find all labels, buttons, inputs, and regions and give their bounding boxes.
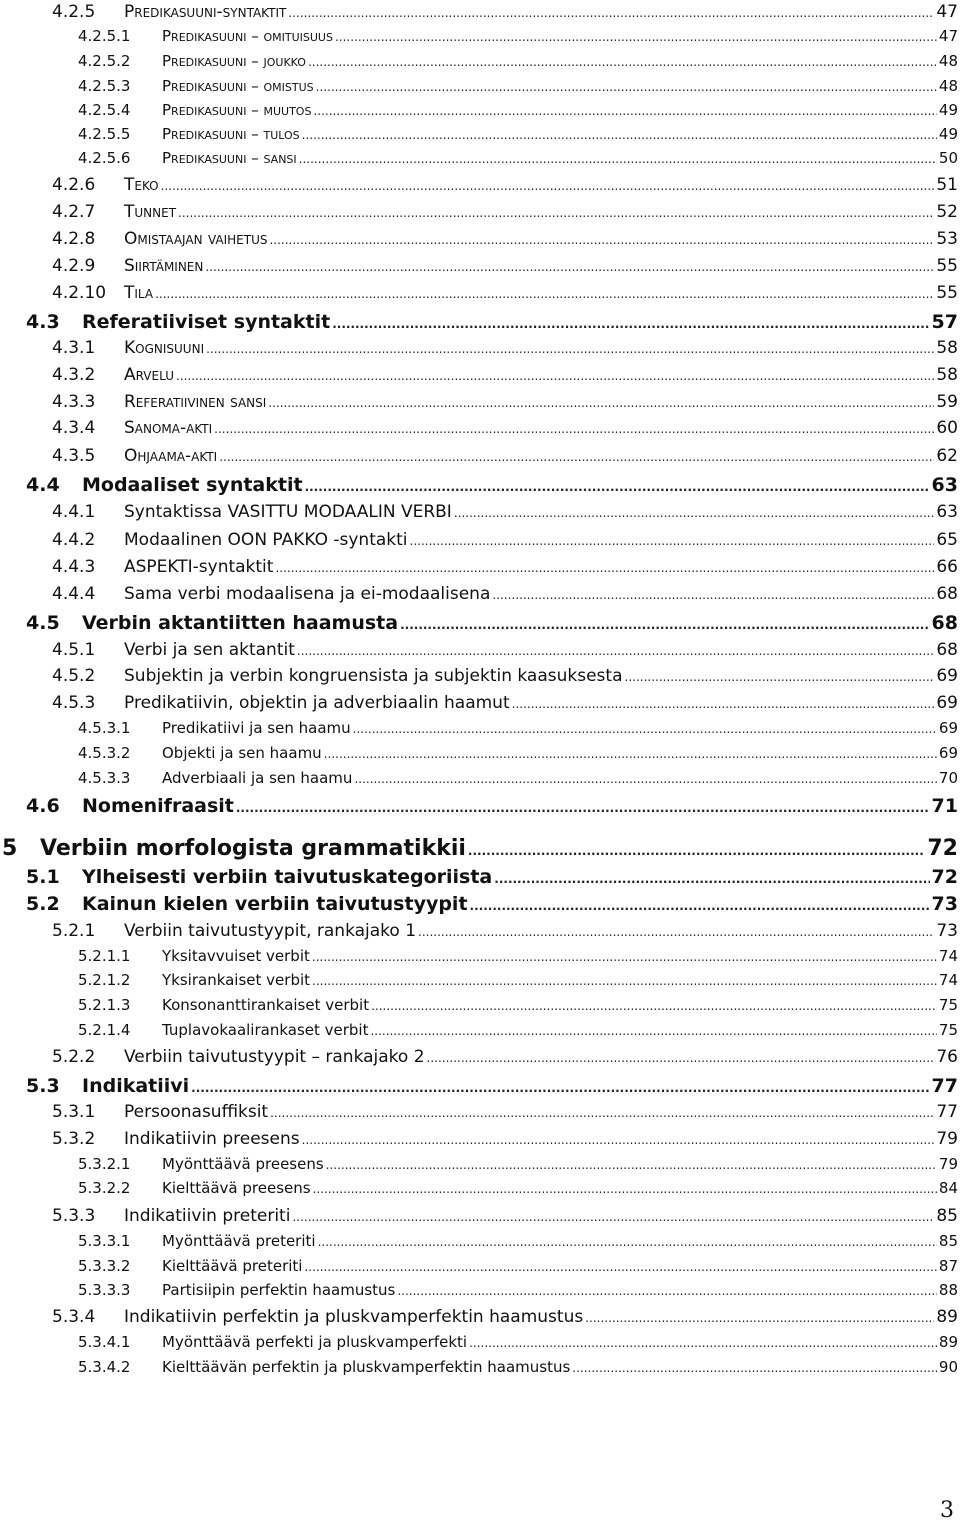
toc-entry-title: Arvelu xyxy=(124,365,174,385)
toc-entry-number: 5.3.1 xyxy=(52,1102,96,1122)
toc-entry-page: 58 xyxy=(936,338,958,358)
toc-entry-title: Kainun kielen verbiin taivutustyypit xyxy=(82,893,468,915)
toc-entry-number: 5.2.2 xyxy=(52,1047,96,1067)
toc-entry[interactable] xyxy=(52,2,958,22)
toc-entry-title: ASPEKTI-syntaktit xyxy=(124,557,274,577)
toc-entry-page: 74 xyxy=(938,947,958,965)
toc-entry[interactable] xyxy=(52,502,958,522)
toc-entry-title: Nomenifraasit xyxy=(82,795,234,817)
toc-entry-number: 4.6 xyxy=(26,795,60,817)
toc-entry-page: 68 xyxy=(936,584,958,604)
toc-entry-title: Yksitavvuiset verbit xyxy=(162,947,310,965)
toc-entry-number: 4.5.3.2 xyxy=(78,744,131,762)
toc-entry-page: 49 xyxy=(938,125,958,143)
toc-leader-dots xyxy=(494,872,929,886)
toc-entry-title: Verbiin taivutustyypit – rankajako 2 xyxy=(124,1047,425,1067)
toc-entry-page: 51 xyxy=(936,175,958,195)
toc-entry-page: 75 xyxy=(938,1021,958,1039)
toc-entry-number: 5.2.1.1 xyxy=(78,947,131,965)
toc-entry-number: 4.4.2 xyxy=(52,530,96,550)
toc-entry-page: 63 xyxy=(936,502,958,522)
toc-leader-dots xyxy=(312,950,937,964)
toc-entry-number: 5.3.3.2 xyxy=(78,1257,131,1275)
toc-entry-title: Myönttäävä preesens xyxy=(162,1155,324,1173)
toc-entry-title: Verbiin morfologista grammatikkii xyxy=(40,836,466,861)
toc-leader-dots xyxy=(305,480,930,494)
toc-entry-page: 85 xyxy=(938,1232,958,1250)
toc-entry-page: 69 xyxy=(936,693,958,713)
toc-entry-page: 88 xyxy=(938,1281,958,1299)
toc-leader-dots xyxy=(454,506,935,520)
toc-entry-page: 76 xyxy=(936,1047,958,1067)
toc-entry[interactable] xyxy=(78,149,958,167)
toc-entry[interactable] xyxy=(52,1307,958,1327)
toc-leader-dots xyxy=(353,722,937,736)
toc-entry-number: 4.4 xyxy=(26,474,60,496)
toc-entry[interactable] xyxy=(52,584,958,604)
toc-entry-page: 69 xyxy=(936,666,958,686)
toc-entry[interactable] xyxy=(26,311,958,333)
toc-leader-dots xyxy=(299,152,937,166)
toc-leader-dots xyxy=(297,644,934,658)
toc-entry-number: 5 xyxy=(2,836,18,861)
toc-entry[interactable] xyxy=(78,1333,958,1351)
toc-entry-number: 4.2.6 xyxy=(52,175,96,195)
toc-leader-dots xyxy=(219,450,934,464)
toc-entry[interactable] xyxy=(52,175,958,195)
toc-entry-title: Referatiivinen sansi xyxy=(124,392,267,412)
toc-entry-number: 4.2.5.2 xyxy=(78,52,131,70)
toc-leader-dots xyxy=(326,1158,937,1172)
toc-leader-dots xyxy=(313,104,936,118)
toc-entry-number: 4.2.5.3 xyxy=(78,77,131,95)
toc-entry-number: 5.3.4.2 xyxy=(78,1358,131,1376)
toc-entry-number: 5.3.4.1 xyxy=(78,1333,131,1351)
toc-entry-page: 70 xyxy=(938,769,958,787)
toc-entry-title: Predikasuuni – muutos xyxy=(162,101,312,119)
toc-entry-title: Kielttäävä preesens xyxy=(162,1179,311,1197)
toc-leader-dots xyxy=(176,369,934,383)
toc-entry[interactable] xyxy=(78,1021,958,1039)
toc-entry-page: 47 xyxy=(936,2,958,22)
toc-entry-number: 4.5.3 xyxy=(52,693,96,713)
page-number: 3 xyxy=(940,1498,954,1523)
toc-entry-page: 72 xyxy=(927,836,958,861)
toc-leader-dots xyxy=(335,30,937,44)
toc-leader-dots xyxy=(512,697,935,711)
toc-entry[interactable] xyxy=(52,418,958,438)
toc-entry[interactable] xyxy=(26,474,958,496)
toc-entry-number: 4.4.4 xyxy=(52,584,96,604)
toc-entry-title: Persoonasuffiksit xyxy=(124,1102,269,1122)
toc-leader-dots xyxy=(324,747,937,761)
toc-entry[interactable] xyxy=(26,612,958,634)
toc-entry-title: Teko xyxy=(124,175,159,195)
toc-entry-title: Kielttäävän perfektin ja pluskvamperfektin haamustus xyxy=(162,1358,571,1376)
toc-entry-title: Indikatiivin preteriti xyxy=(124,1206,291,1226)
toc-entry-page: 84 xyxy=(938,1179,958,1197)
toc-entry[interactable] xyxy=(78,125,958,143)
toc-entry-number: 5.2 xyxy=(26,893,60,915)
toc-leader-dots xyxy=(161,179,935,193)
toc-leader-dots xyxy=(371,999,937,1013)
toc-leader-dots xyxy=(313,1182,937,1196)
toc-entry[interactable] xyxy=(78,947,958,965)
toc-leader-dots xyxy=(302,128,937,142)
toc-entry-number: 4.2.8 xyxy=(52,229,96,249)
toc-entry-title: Verbin aktantiitten haamusta xyxy=(82,612,399,634)
toc-entry-page: 69 xyxy=(938,744,958,762)
toc-entry-number: 5.3.3 xyxy=(52,1206,96,1226)
toc-entry-title: Predikasuuni – tulos xyxy=(162,125,300,143)
toc-entry-title: Syntaktissa VASITTU MODAALIN VERBI xyxy=(124,502,452,522)
toc-entry-title: Adverbiaali ja sen haamu xyxy=(162,769,353,787)
toc-entry-page: 69 xyxy=(938,719,958,737)
toc-entry[interactable] xyxy=(78,1281,958,1299)
toc-entry-page: 66 xyxy=(936,557,958,577)
toc-leader-dots xyxy=(268,396,934,410)
toc-leader-dots xyxy=(205,260,934,274)
toc-entry[interactable] xyxy=(78,1155,958,1173)
toc-entry-number: 4.3.1 xyxy=(52,338,96,358)
toc-entry[interactable] xyxy=(78,1179,958,1197)
toc-entry-number: 5.3 xyxy=(26,1075,60,1097)
toc-leader-dots xyxy=(236,801,930,815)
toc-leader-dots xyxy=(468,844,925,858)
toc-leader-dots xyxy=(292,1210,934,1224)
toc-entry-number: 4.2.5.4 xyxy=(78,101,131,119)
toc-entry-page: 71 xyxy=(931,795,958,817)
toc-entry[interactable] xyxy=(78,1257,958,1275)
toc-leader-dots xyxy=(275,561,934,575)
toc-entry-title: Modaaliset syntaktit xyxy=(82,474,303,496)
toc-leader-dots xyxy=(214,422,934,436)
toc-entry-number: 4.5.1 xyxy=(52,640,96,660)
toc-entry-number: 4.5 xyxy=(26,612,60,634)
toc-entry-page: 60 xyxy=(936,418,958,438)
toc-entry[interactable] xyxy=(52,446,958,466)
toc-entry-title: Ylheisesti verbiin taivutuskategoriista xyxy=(82,866,493,888)
toc-entry-page: 52 xyxy=(936,202,958,222)
toc-entry[interactable] xyxy=(26,1075,958,1097)
toc-leader-dots xyxy=(585,1311,934,1325)
toc-leader-dots xyxy=(400,618,929,632)
toc-entry-title: Predikatiivin, objektin ja adverbiaalin haamut xyxy=(124,693,510,713)
toc-entry[interactable] xyxy=(52,283,958,303)
toc-entry-title: Konsonanttirankaiset verbit xyxy=(162,996,370,1014)
toc-leader-dots xyxy=(155,287,934,301)
toc-entry-title: Predikasuuni – joukko xyxy=(162,52,306,70)
toc-entry-number: 4.5.3.1 xyxy=(78,719,131,737)
toc-entry-page: 87 xyxy=(938,1257,958,1275)
toc-leader-dots xyxy=(288,6,934,20)
toc-entry-number: 5.2.1.4 xyxy=(78,1021,131,1039)
toc-entry[interactable] xyxy=(78,101,958,119)
toc-entry[interactable] xyxy=(26,795,958,817)
toc-entry-number: 4.3 xyxy=(26,311,60,333)
toc-leader-dots xyxy=(191,1081,929,1095)
toc-entry-page: 77 xyxy=(931,1075,958,1097)
toc-entry-page: 75 xyxy=(938,996,958,1014)
toc-entry[interactable] xyxy=(52,530,958,550)
toc-entry[interactable] xyxy=(78,1358,958,1376)
toc-entry[interactable] xyxy=(52,557,958,577)
toc-entry-title: Indikatiivin perfektin ja pluskvamperfektin haamustus xyxy=(124,1307,584,1327)
toc-entry-page: 73 xyxy=(931,893,958,915)
toc-entry[interactable] xyxy=(52,229,958,249)
toc-entry-number: 5.3.2.1 xyxy=(78,1155,131,1173)
toc-entry-title: Yksirankaiset verbit xyxy=(162,971,311,989)
toc-leader-dots xyxy=(302,1133,935,1147)
toc-entry-title: Ohjaama-akti xyxy=(124,446,218,466)
toc-leader-dots xyxy=(625,670,935,684)
toc-entry-title: Sanoma-akti xyxy=(124,418,213,438)
toc-entry-number: 5.3.4 xyxy=(52,1307,96,1327)
toc-leader-dots xyxy=(354,772,936,786)
toc-entry-title: Predikasuuni – omituisuus xyxy=(162,27,333,45)
toc-leader-dots xyxy=(178,206,934,220)
toc-entry-title: Omistaajan vaihetus xyxy=(124,229,268,249)
toc-entry-number: 4.3.4 xyxy=(52,418,96,438)
toc-leader-dots xyxy=(312,974,937,988)
toc-entry-page: 68 xyxy=(936,640,958,660)
toc-entry[interactable] xyxy=(52,256,958,276)
toc-entry[interactable] xyxy=(78,719,958,737)
toc-entry-number: 4.2.7 xyxy=(52,202,96,222)
toc-entry-page: 63 xyxy=(931,474,958,496)
toc-leader-dots xyxy=(316,80,937,94)
toc-leader-dots xyxy=(270,1106,934,1120)
toc-entry-title: Predikasuuni-syntaktit xyxy=(124,2,287,22)
toc-entry[interactable] xyxy=(52,1129,958,1149)
toc-entry-page: 89 xyxy=(938,1333,958,1351)
toc-entry-title: Tunnet xyxy=(124,202,177,222)
toc-entry-title: Modaalinen OON PAKKO -syntakti xyxy=(124,530,408,550)
toc-leader-dots xyxy=(418,925,934,939)
toc-entry-page: 53 xyxy=(936,229,958,249)
toc-entry-page: 55 xyxy=(936,283,958,303)
toc-entry[interactable] xyxy=(78,52,958,70)
toc-entry-number: 4.5.2 xyxy=(52,666,96,686)
toc-entry-page: 72 xyxy=(931,866,958,888)
toc-leader-dots xyxy=(206,342,934,356)
toc-entry-title: Verbiin taivutustyypit, rankajako 1 xyxy=(124,921,417,941)
toc-entry-title: Kognisuuni xyxy=(124,338,205,358)
toc-leader-dots xyxy=(397,1284,937,1298)
toc-entry[interactable] xyxy=(52,338,958,358)
toc-entry-page: 68 xyxy=(931,612,958,634)
toc-leader-dots xyxy=(318,1235,937,1249)
toc-entry-number: 4.3.3 xyxy=(52,392,96,412)
toc-entry-page: 79 xyxy=(938,1155,958,1173)
toc-entry-title: Myönttäävä preteriti xyxy=(162,1232,316,1250)
toc-entry-title: Partisiipin perfektin haamustus xyxy=(162,1281,396,1299)
toc-leader-dots xyxy=(269,233,934,247)
toc-entry-page: 58 xyxy=(936,365,958,385)
toc-entry-title: Myönttäävä perfekti ja pluskvamperfekti xyxy=(162,1333,468,1351)
toc-entry[interactable] xyxy=(2,836,958,861)
toc-leader-dots xyxy=(410,534,935,548)
toc-entry-title: Predikasuuni – omistus xyxy=(162,77,314,95)
toc-entry[interactable] xyxy=(78,1232,958,1250)
toc-entry-number: 4.2.5.5 xyxy=(78,125,131,143)
toc-entry-number: 4.3.5 xyxy=(52,446,96,466)
toc-entry[interactable] xyxy=(78,769,958,787)
toc-entry-title: Tuplavokaalirankaset verbit xyxy=(162,1021,369,1039)
toc-entry-page: 57 xyxy=(931,311,958,333)
toc-entry-page: 47 xyxy=(938,27,958,45)
toc-entry-number: 4.2.5.1 xyxy=(78,27,131,45)
toc-entry[interactable] xyxy=(78,744,958,762)
toc-entry-page: 50 xyxy=(938,149,958,167)
toc-entry-number: 5.1 xyxy=(26,866,60,888)
toc-entry-number: 5.3.3.1 xyxy=(78,1232,131,1250)
toc-entry-title: Verbi ja sen aktantit xyxy=(124,640,295,660)
toc-entry[interactable] xyxy=(52,1102,958,1122)
toc-entry-number: 4.2.5 xyxy=(52,2,96,22)
toc-entry[interactable] xyxy=(52,693,958,713)
toc-entry[interactable] xyxy=(78,27,958,45)
toc-entry-title: Sama verbi modaalisena ja ei-modaalisena xyxy=(124,584,491,604)
toc-leader-dots xyxy=(427,1051,935,1065)
toc-entry-number: 4.3.2 xyxy=(52,365,96,385)
toc-leader-dots xyxy=(304,1260,936,1274)
toc-entry[interactable] xyxy=(78,971,958,989)
toc-entry[interactable] xyxy=(52,365,958,385)
toc-entry-page: 65 xyxy=(936,530,958,550)
toc-entry-number: 4.5.3.3 xyxy=(78,769,131,787)
toc-entry-page: 48 xyxy=(938,77,958,95)
toc-entry[interactable] xyxy=(78,77,958,95)
toc-entry-page: 77 xyxy=(936,1102,958,1122)
toc-entry-page: 55 xyxy=(936,256,958,276)
toc-leader-dots xyxy=(492,588,934,602)
toc-entry-title: Predikatiivi ja sen haamu xyxy=(162,719,351,737)
toc-entry-number: 5.3.2.2 xyxy=(78,1179,131,1197)
toc-entry-title: Kielttäävä preteriti xyxy=(162,1257,303,1275)
toc-entry-title: Siirtäminen xyxy=(124,256,204,276)
toc-entry[interactable] xyxy=(52,666,958,686)
toc-entry-title: Subjektin ja verbin kongruensista ja subjektin kaasuksesta xyxy=(124,666,623,686)
toc-entry-title: Referatiiviset syntaktit xyxy=(82,311,331,333)
toc-entry-page: 48 xyxy=(938,52,958,70)
toc-entry-number: 4.2.10 xyxy=(52,283,107,303)
toc-entry-number: 5.2.1.2 xyxy=(78,971,131,989)
toc-entry-page: 85 xyxy=(936,1206,958,1226)
toc-entry-page: 90 xyxy=(938,1358,958,1376)
toc-leader-dots xyxy=(370,1024,936,1038)
toc-entry[interactable] xyxy=(52,921,958,941)
toc-entry-number: 5.2.1 xyxy=(52,921,96,941)
toc-entry-number: 4.2.9 xyxy=(52,256,96,276)
toc-entry[interactable] xyxy=(52,1047,958,1067)
toc-entry-number: 5.3.2 xyxy=(52,1129,96,1149)
toc-entry-number: 4.2.5.6 xyxy=(78,149,131,167)
toc-entry-number: 5.2.1.3 xyxy=(78,996,131,1014)
toc-entry-number: 5.3.3.3 xyxy=(78,1281,131,1299)
toc-entry-page: 74 xyxy=(938,971,958,989)
toc-entry[interactable] xyxy=(52,392,958,412)
toc-entry[interactable] xyxy=(26,893,958,915)
toc-entry[interactable] xyxy=(52,640,958,660)
toc-entry-number: 4.4.1 xyxy=(52,502,96,522)
toc-entry-page: 73 xyxy=(936,921,958,941)
toc-leader-dots xyxy=(572,1361,937,1375)
toc-entry-title: Objekti ja sen haamu xyxy=(162,744,322,762)
toc-entry[interactable] xyxy=(52,1206,958,1226)
toc-entry-title: Indikatiivi xyxy=(82,1075,190,1097)
toc-leader-dots xyxy=(308,55,937,69)
toc-entry[interactable] xyxy=(26,866,958,888)
toc-entry-page: 89 xyxy=(936,1307,958,1327)
toc-entry-page: 79 xyxy=(936,1129,958,1149)
toc-entry-page: 59 xyxy=(936,392,958,412)
toc-entry[interactable] xyxy=(52,202,958,222)
toc-entry[interactable] xyxy=(78,996,958,1014)
toc-entry-page: 62 xyxy=(936,446,958,466)
toc-leader-dots xyxy=(332,317,929,331)
toc-entry-title: Predikasuuni – sansi xyxy=(162,149,297,167)
toc-entry-title: Indikatiivin preesens xyxy=(124,1129,300,1149)
toc-leader-dots xyxy=(470,899,930,913)
toc-entry-number: 4.4.3 xyxy=(52,557,96,577)
toc-entry-title: Tila xyxy=(124,283,154,303)
toc-entry-page: 49 xyxy=(938,101,958,119)
toc-leader-dots xyxy=(469,1336,937,1350)
